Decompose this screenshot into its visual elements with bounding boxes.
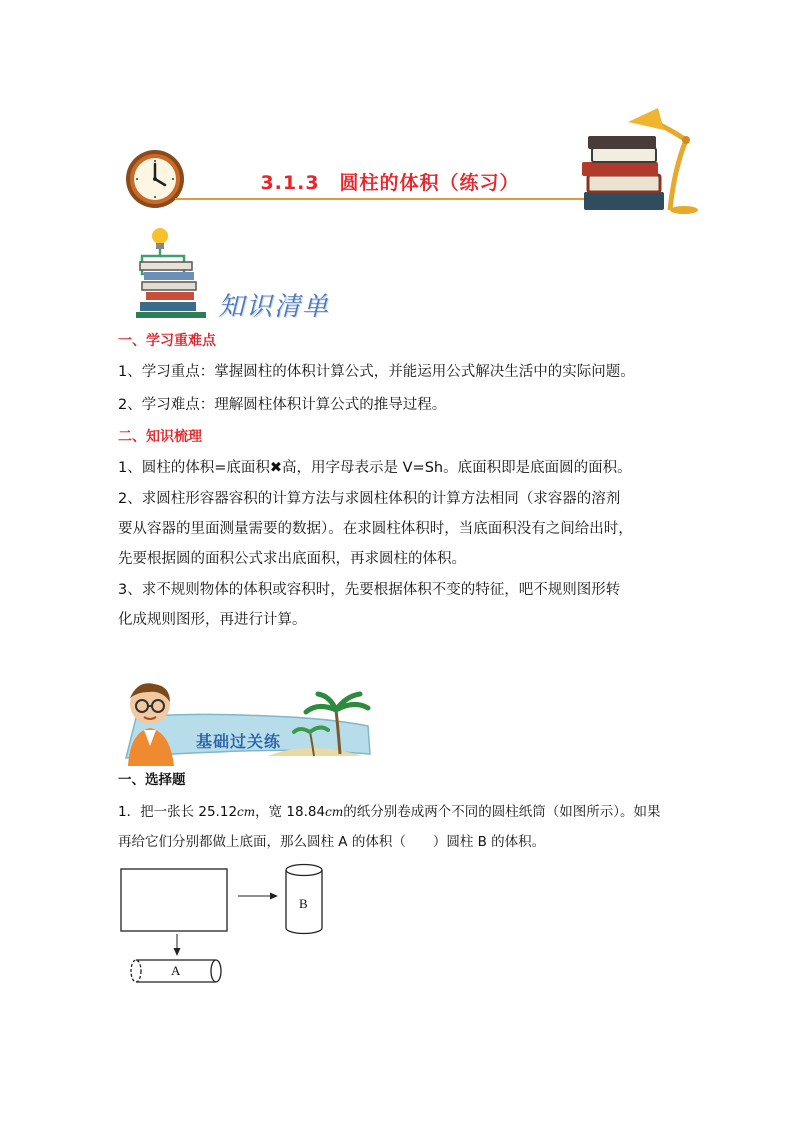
book-stack-bulb-icon: [134, 226, 214, 322]
cylinder-a-label: A: [171, 963, 181, 978]
review-item-2-line-3: 先要根据圆的面积公式求出底面积，再求圆柱的体积。: [118, 551, 466, 567]
question-1-text-a: 1．把一张长 25.12: [118, 804, 238, 820]
section-heading-difficulties: 一、学习重难点: [118, 333, 216, 349]
teacher-palm-banner: [118, 676, 380, 766]
unit-cm: cm: [237, 805, 256, 819]
review-item-3-line-1: 3、求不规则物体的体积或容积时，先要根据体积不变的特征，吧不规则图形转: [118, 582, 621, 598]
review-item-3-line-2: 化成规则图形，再进行计算。: [118, 612, 307, 628]
key-point: 1、学习重点：掌握圆柱的体积计算公式，并能运用公式解决生活中的实际问题。: [118, 364, 635, 380]
review-item-2-line-2: 要从容器的里面测量需要的数据）。在求圆柱体积时，当底面积没有之间给出时，: [118, 521, 633, 537]
knowledge-banner: 知识清单: [218, 292, 331, 322]
basic-practice-banner: 基础过关练: [196, 732, 282, 751]
unit-cm: cm: [325, 805, 344, 819]
review-item-2-line-1: 2、求圆柱形容器容积的计算方法与求圆柱体积的计算方法相同（求容器的溶剂: [118, 491, 621, 507]
title-underline: [175, 198, 595, 200]
section-heading-choice: 一、选择题: [118, 772, 186, 788]
cylinder-b-label: B: [299, 896, 308, 911]
clock-icon: [124, 148, 186, 210]
question-1-line-2: 再给它们分别都做上底面，那么圆柱 A 的体积（ ）圆柱 B 的体积。: [118, 834, 546, 850]
question-1-text-c: 的纸分别卷成两个不同的圆柱纸筒（如图所示）。如果: [343, 804, 661, 820]
question-1-line-1: [118, 797, 678, 827]
difficult-point: 2、学习难点：理解圆柱体积计算公式的推导过程。: [118, 397, 447, 413]
question-1-text-b: ，宽 18.84: [255, 804, 326, 820]
page-title: 3.1.3 圆柱的体积（练习）: [260, 172, 520, 194]
paper-roll-diagram: [118, 860, 338, 990]
books-lamp-icon: [578, 100, 708, 215]
section-heading-review: 二、知识梳理: [118, 429, 202, 445]
review-item-1: 1、圆柱的体积=底面积✖高，用字母表示是 V=Sh。底面积即是底面圆的面积。: [118, 460, 632, 476]
